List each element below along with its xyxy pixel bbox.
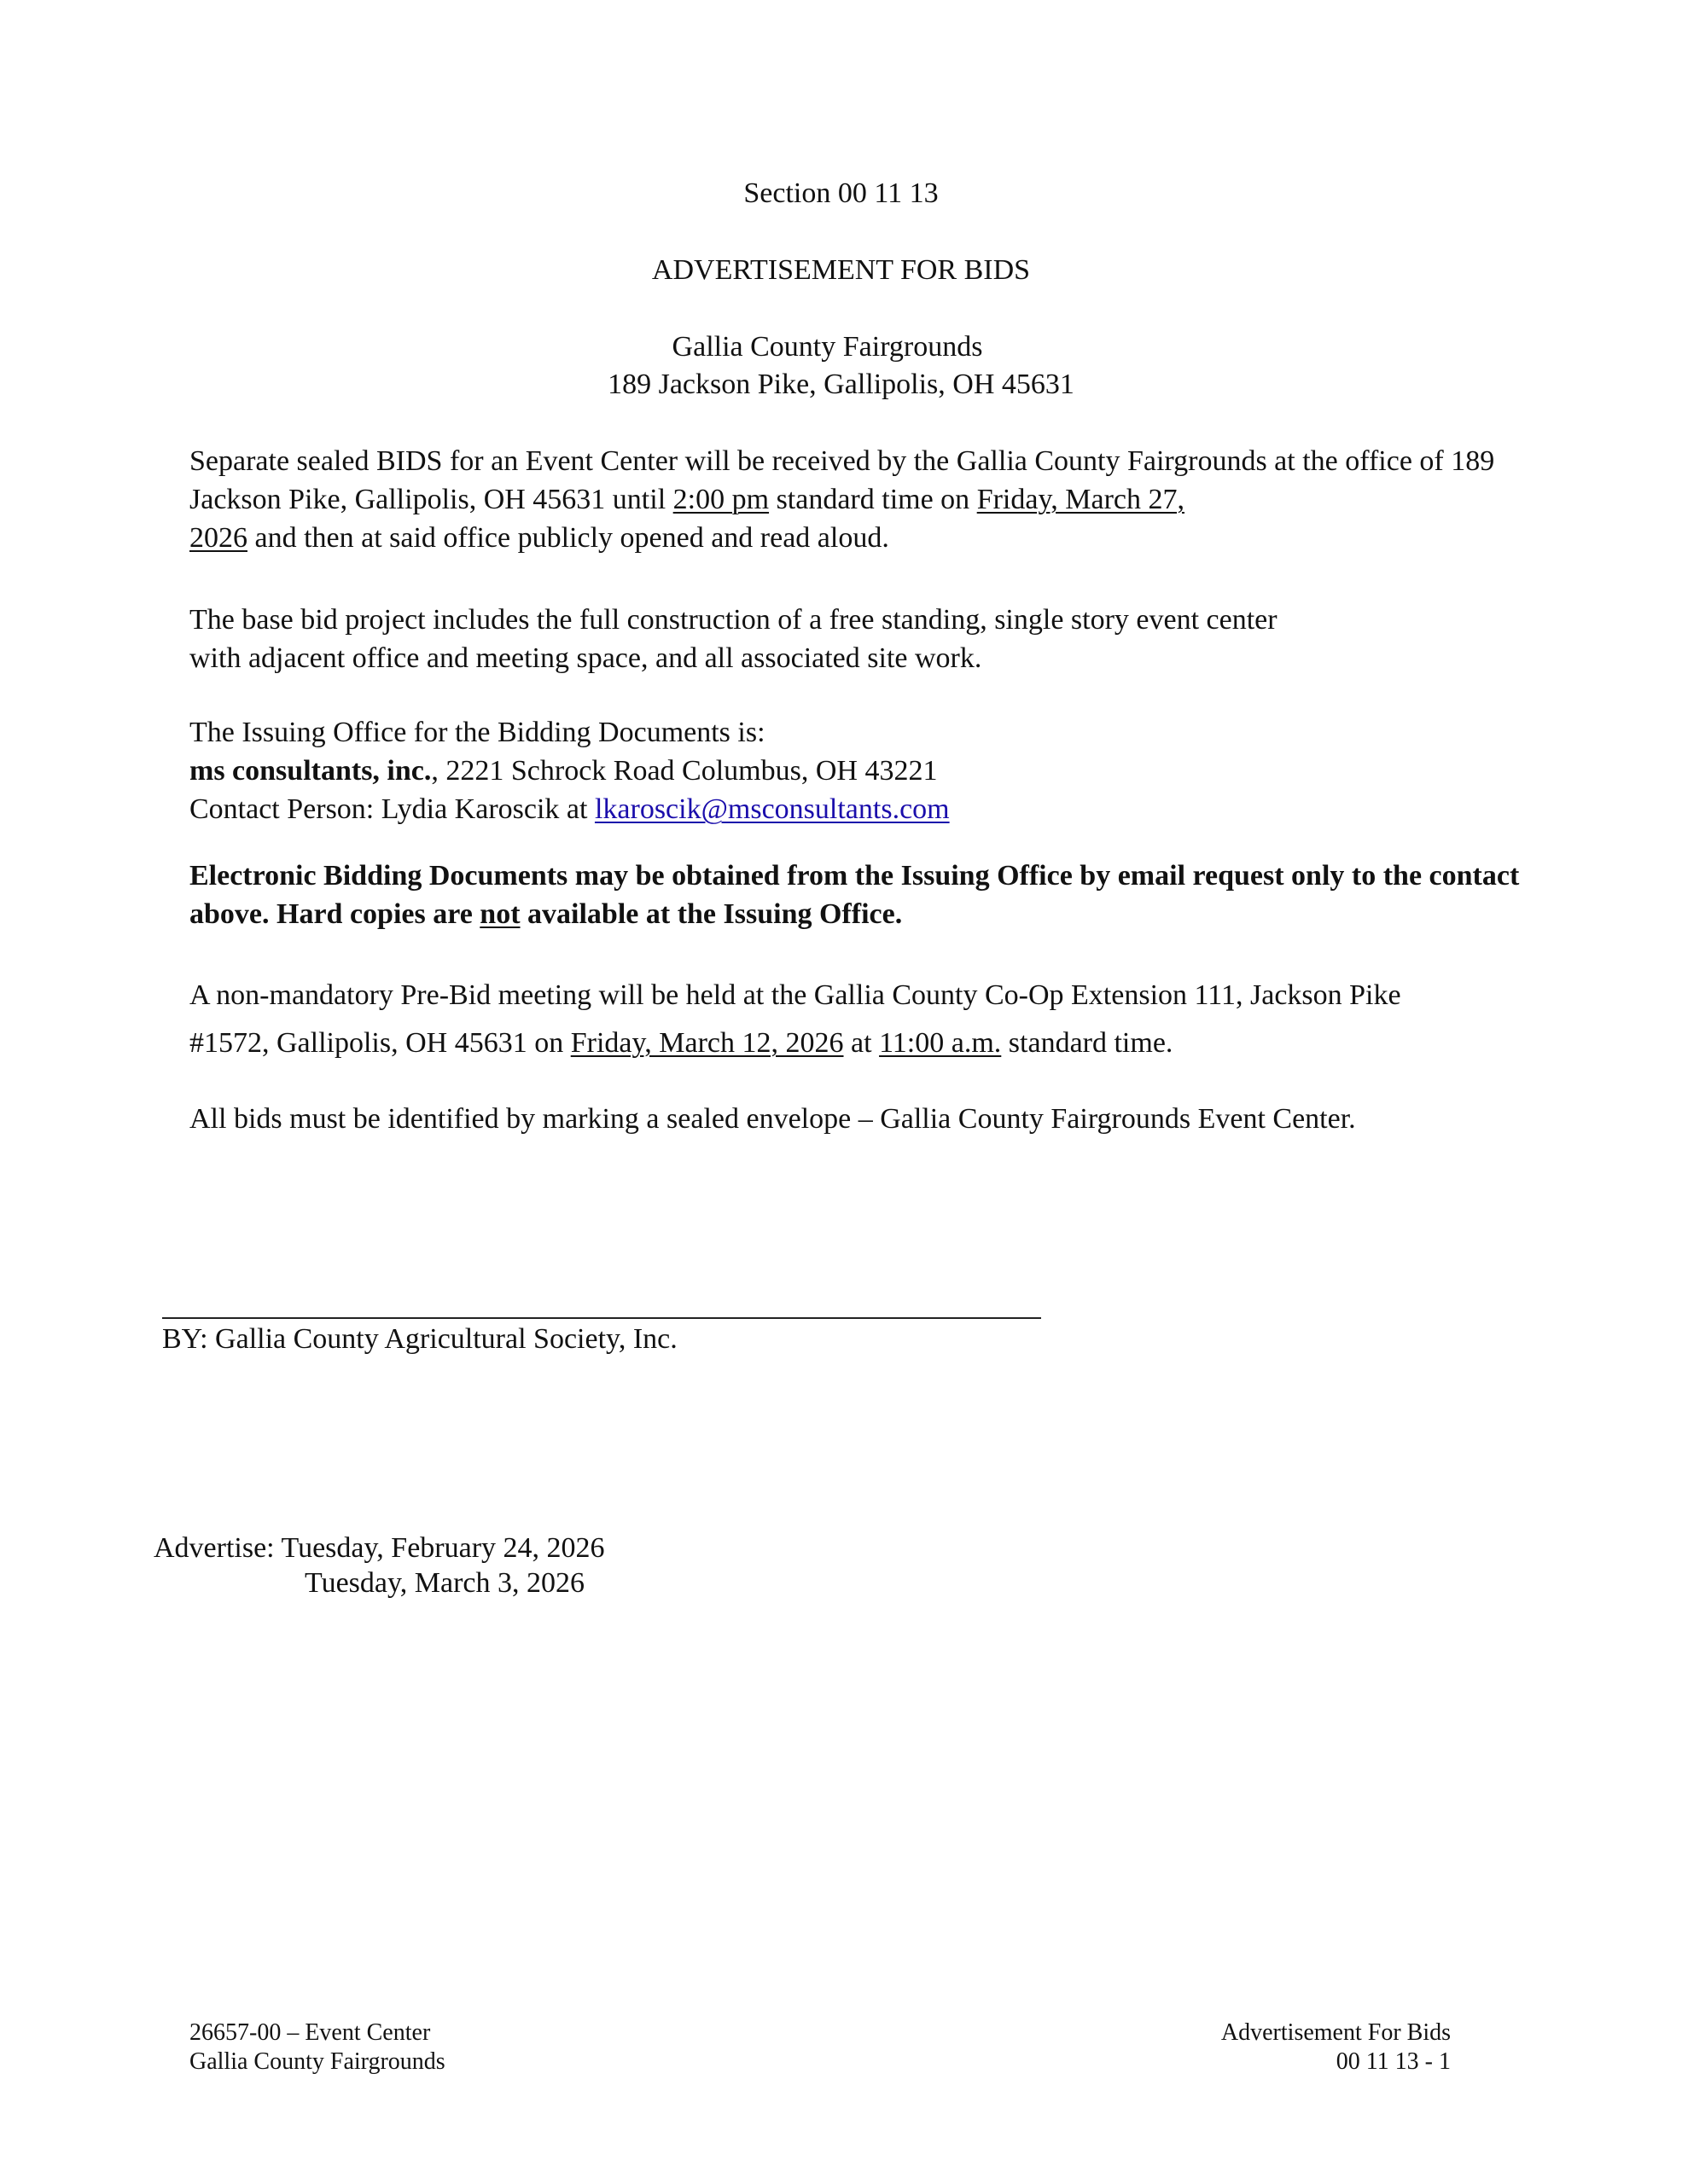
prebid-text-a: #1572, Gallipolis, OH 45631 on xyxy=(189,1027,571,1059)
bid-date-part1: Friday, March 27, xyxy=(976,484,1184,515)
company-address: , 2221 Schrock Road Columbus, OH 43221 xyxy=(431,755,938,787)
advertise-date-2: Tuesday, March 3, 2026 xyxy=(305,1567,585,1599)
footer-right xyxy=(1109,2018,1451,2077)
issuing-office-heading: The Issuing Office for the Bidding Documents is: xyxy=(189,717,765,748)
signature-by: BY: Gallia County Agricultural Society, Inc. xyxy=(162,1323,678,1355)
paragraph-issuing-office xyxy=(189,713,1521,828)
scope-line-1: The base bid project includes the full construction of a free standing, single story event center xyxy=(189,604,1278,636)
prebid-text-c: standard time. xyxy=(1001,1027,1173,1059)
bid-marking-text: All bids must be identified by marking a sealed envelope – Gallia County Fairgrounds Event Center. xyxy=(189,1103,1356,1135)
bid-time: 2:00 pm xyxy=(672,484,770,515)
prebid-line-1: A non-mandatory Pre-Bid meeting will be held at the Gallia County Co-Op Extension 111, Jackson Pike xyxy=(189,979,1401,1011)
footer-left xyxy=(189,2018,445,2077)
p4-emphasis: not xyxy=(480,898,521,930)
p1-text-c: and then at said office publicly opened and read aloud. xyxy=(247,522,889,554)
footer-page-number: 00 11 13 - 1 xyxy=(1336,2048,1451,2075)
p4-text-b: available at the Issuing Office. xyxy=(520,898,903,930)
scope-line-2: with adjacent office and meeting space, and all associated site work. xyxy=(189,642,982,674)
owner-address: 189 Jackson Pike, Gallipolis, OH 45631 xyxy=(608,369,1074,400)
footer-project-number: 26657-00 – Event Center xyxy=(189,2019,431,2046)
signature-line xyxy=(162,1317,1041,1319)
section-number: Section 00 11 13 xyxy=(743,177,939,209)
prebid-time: 11:00 a.m. xyxy=(879,1027,1002,1059)
p1-text-a: Separate sealed BIDS for an Event Center will be received by the Gallia County Fairgrounds at the office of 189 Jackson Pike, Gallipolis, OH 45631 until xyxy=(189,445,1495,515)
paragraph-bid-receipt xyxy=(189,442,1521,557)
contact-label: Contact Person: Lydia Karoscik at xyxy=(189,793,595,825)
paragraph-bid-marking xyxy=(189,1100,1521,1138)
page-title: ADVERTISEMENT FOR BIDS xyxy=(651,254,1031,286)
owner-name: Gallia County Fairgrounds xyxy=(672,331,983,363)
paragraph-electronic-docs xyxy=(189,857,1521,933)
p1-text-b: standard time on xyxy=(769,484,977,515)
prebid-text-b: at xyxy=(843,1027,880,1059)
company-name: ms consultants, inc. xyxy=(189,755,432,787)
footer-section-title: Advertisement For Bids xyxy=(1220,2019,1451,2046)
paragraph-project-scope xyxy=(189,601,1521,677)
advertise-dates: Advertise: Tuesday, February 24, 2026 xyxy=(154,1532,605,1564)
bid-date-part2: 2026 xyxy=(189,522,247,554)
p4-text-a: Electronic Bidding Documents may be obtained from the Issuing Office by email request only to the contact above. Hard copies are xyxy=(189,860,1520,930)
prebid-date: Friday, March 12, 2026 xyxy=(570,1027,844,1059)
contact-email-link[interactable]: lkaroscik@msconsultants.com xyxy=(594,793,950,825)
paragraph-prebid-meeting xyxy=(189,972,1521,1067)
footer-project-name: Gallia County Fairgrounds xyxy=(189,2048,445,2075)
